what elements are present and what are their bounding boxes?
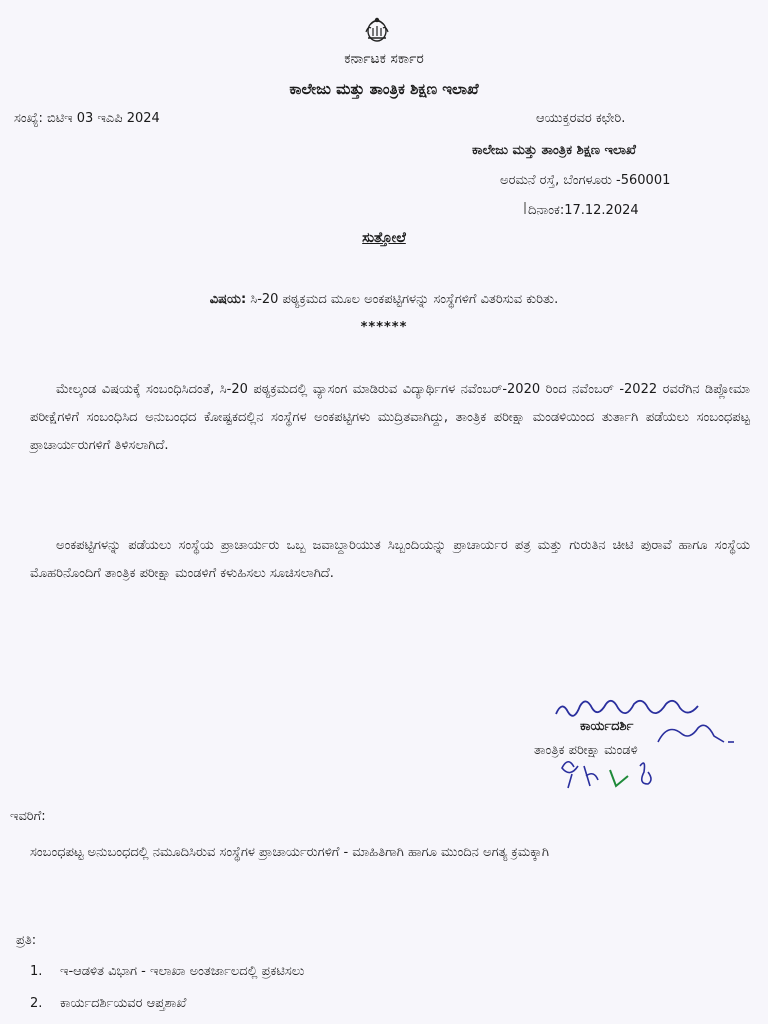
- subject-text: ಸಿ-20 ಪಠ್ಯಕ್ರಮದ ಮೂಲ ಅಂಕಪಟ್ಟಿಗಳನ್ನು ಸಂಸ್ಥೆಗಳಿಗೆ ವಿತರಿಸುವ ಕುರಿತು.: [246, 292, 559, 307]
- office-address-line1: ಆಯುಕ್ತರವರ ಕಛೇರಿ.: [536, 111, 626, 126]
- signatory-title: ಕಾರ್ಯದರ್ಶಿ: [580, 719, 634, 734]
- circular-heading: ಸುತ್ತೋಲೆ: [362, 230, 406, 246]
- list-item-number: 2.: [30, 996, 43, 1011]
- copies-list: [30, 956, 304, 1020]
- department-name: ಕಾಲೇಜು ಮತ್ತು ತಾಂತ್ರಿಕ ಶಿಕ್ಷಣ ಇಲಾಖೆ: [289, 80, 479, 98]
- reference-number: ಸಂಖ್ಯೆ: ಬಿಟಿಇ 03 ಇಎಪಿ 2024: [14, 111, 160, 126]
- body-paragraph-1: ಮೇಲ್ಕಂಡ ವಿಷಯಕ್ಕೆ ಸಂಬಂಧಿಸಿದಂತೆ, ಸಿ-20 ಪಠ್ಯಕ್ರಮದಲ್ಲಿ ವ್ಯಾಸಂಗ ಮಾಡಿರುವ ವಿದ್ಯಾರ್ಥಿಗಳ ನವೆಂಬರ್-2020 ರಿಂದ ನವೆಂಬರ್ -2022 ರವರೆಗಿನ ಡಿಪ್ಲೋಮಾ ಪರೀಕ್ಷೆಗಳಿಗೆ ಸಂಬಂಧಿಸಿದ ಅನುಬಂಧದ ಕೋಷ್ಟಕದಲ್ಲಿನ ಸಂಸ್ಥೆಗಳ ಅಂಕಪಟ್ಟಿಗಳು ಮುದ್ರಿತವಾಗಿದ್ದು, ತಾಂತ್ರಿಕ ಪರೀಕ್ಷಾ ಮಂಡಳಿಯಿಂದ ತುರ್ತಾಗಿ ಪಡೆಯಲು ಸಂಬಂಧಪಟ್ಟ ಪ್ರಾಚಾರ್ಯರುಗಳಿಗೆ ತಿಳಿಸಲಾಗಿದೆ.: [30, 382, 750, 453]
- list-item: [30, 988, 304, 1020]
- separator: ******: [360, 320, 408, 335]
- list-item: [30, 956, 304, 988]
- list-item-number: 1.: [30, 964, 43, 979]
- state-emblem-icon: [362, 14, 392, 44]
- recipients-text: ಸಂಬಂಧಪಟ್ಟ ಅನುಬಂಧದಲ್ಲಿ ನಮೂದಿಸಿರುವ ಸಂಸ್ಥೆಗಳ ಪ್ರಾಚಾರ್ಯರುಗಳಿಗೆ - ಮಾಹಿತಿಗಾಗಿ ಹಾಗೂ ಮುಂದಿನ ಅಗತ್ಯ ಕ್ರಮಕ್ಕಾಗಿ: [30, 845, 549, 860]
- copies-label: ಪ್ರತಿ:: [16, 933, 37, 948]
- signatory-organization: ತಾಂತ್ರಿಕ ಪರೀಕ್ಷಾ ಮಂಡಳಿ: [534, 743, 638, 758]
- government-name: ಕರ್ನಾಟಕ ಸರ್ಕಾರ: [344, 51, 424, 67]
- margin-mark: [524, 202, 526, 214]
- subject-line: [0, 291, 768, 309]
- subject-label: ವಿಷಯ:: [209, 292, 247, 307]
- office-address-line2: ಕಾಲೇಜು ಮತ್ತು ತಾಂತ್ರಿಕ ಶಿಕ್ಷಣ ಇಲಾಖೆ: [472, 143, 636, 158]
- issue-date: ದಿನಾಂಕ:17.12.2024: [528, 203, 639, 218]
- recipients-label: ಇವರಿಗೆ:: [10, 809, 46, 824]
- body-paragraph-2: ಅಂಕಪಟ್ಟಿಗಳನ್ನು ಪಡೆಯಲು ಸಂಸ್ಥೆಯ ಪ್ರಾಚಾರ್ಯರು ಒಬ್ಬ ಜವಾಬ್ದಾರಿಯುತ ಸಿಬ್ಬಂದಿಯನ್ನು ಪ್ರಾಚಾರ್ಯರ ಪತ್ರ ಮತ್ತು ಗುರುತಿನ ಚೀಟಿ ಪುರಾವೆ ಹಾಗೂ ಸಂಸ್ಥೆಯ ಮೊಹರಿನೊಂದಿಗೆ ತಾಂತ್ರಿಕ ಪರೀಕ್ಷಾ ಮಂಡಳಿಗೆ ಕಳುಹಿಸಲು ಸೂಚಿಸಲಾಗಿದೆ.: [30, 538, 750, 581]
- office-address-line3: ಅರಮನೆ ರಸ್ತೆ, ಬೆಂಗಳೂರು -560001: [500, 173, 671, 188]
- list-item-text: ಇ-ಆಡಳಿತ ವಿಭಾಗ - ಇಲಾಖಾ ಅಂತರ್ಜಾಲದಲ್ಲಿ ಪ್ರಕಟಿಸಲು: [60, 964, 305, 979]
- list-item-text: ಕಾರ್ಯದರ್ಶಿಯವರ ಆಪ್ತಶಾಖೆ: [60, 996, 187, 1011]
